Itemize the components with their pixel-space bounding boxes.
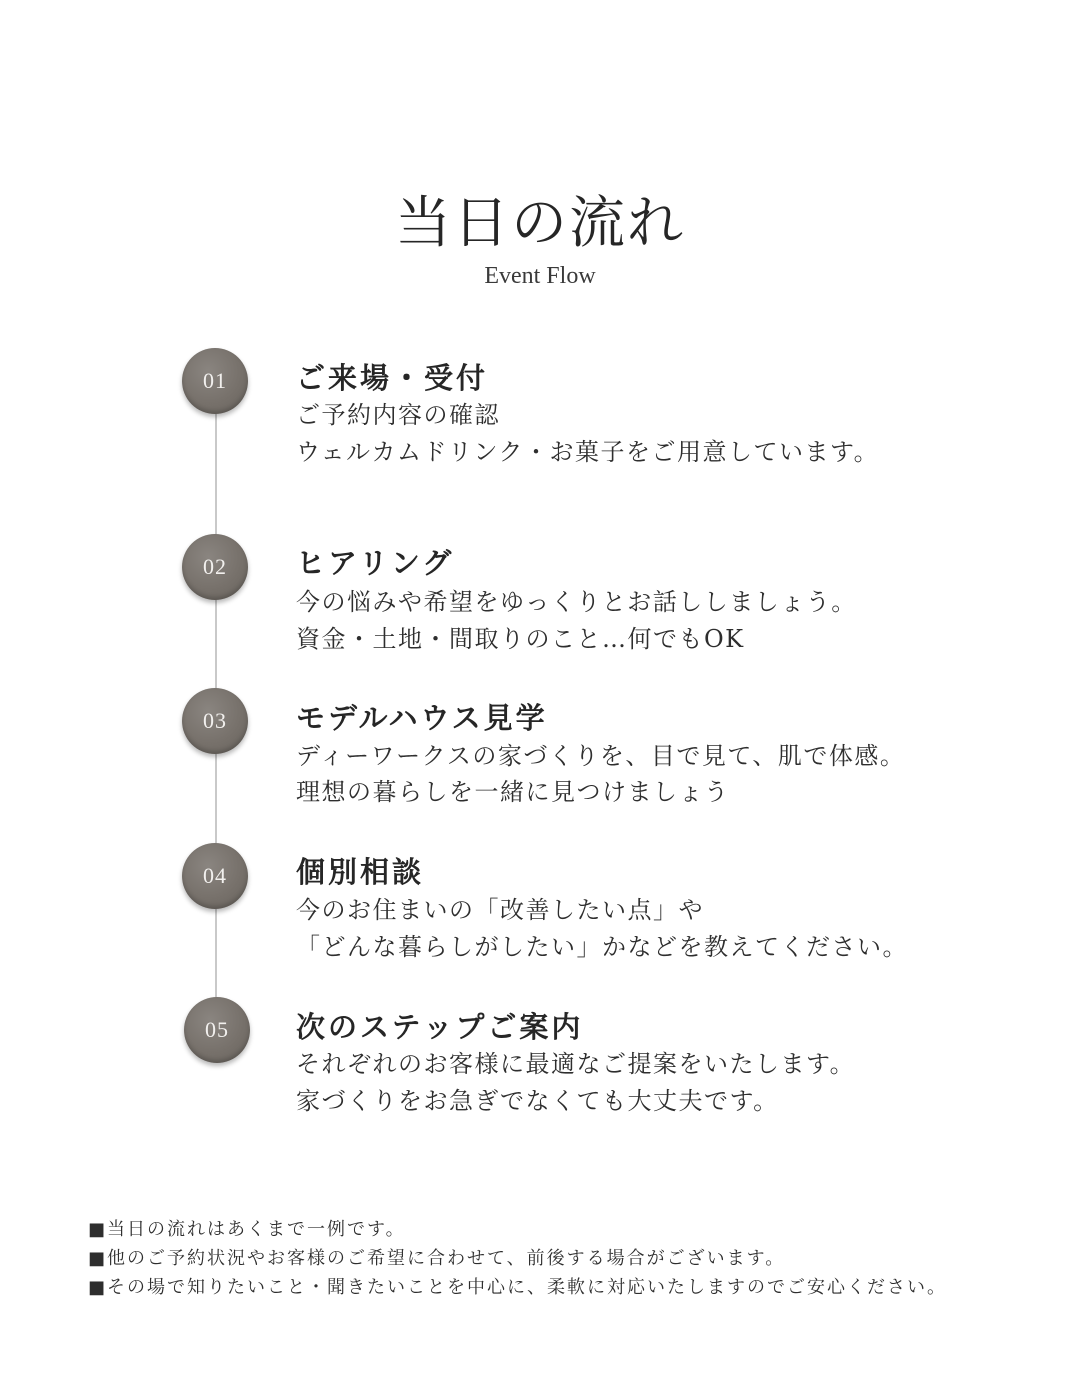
step-title: 次のステップご案内 <box>296 1010 584 1044</box>
step-title: ヒアリング <box>296 546 455 580</box>
step-title: ご来場・受付 <box>296 361 489 395</box>
step-description-line: ウェルカムドリンク・お菓子をご用意しています。 <box>296 438 880 466</box>
step-title: 個別相談 <box>296 855 425 889</box>
step-description-line: ディーワークスの家づくりを、目で見て、肌で体感。 <box>296 742 906 770</box>
step-description-line: 今の悩みや希望をゆっくりとお話ししましょう。 <box>296 588 857 616</box>
step-number-badge: 03 <box>182 688 248 754</box>
page-title: 当日の流れ <box>395 191 685 256</box>
step-number-badge: 04 <box>182 843 248 909</box>
note-line: ■他のご予約状況やお客様のご希望に合わせて、前後する場合がございます。 <box>88 1248 786 1269</box>
step-number-badge: 02 <box>182 534 248 600</box>
note-line: ■当日の流れはあくまで一例です。 <box>88 1219 406 1240</box>
step-description-line: 家づくりをお急ぎでなくても大丈夫です。 <box>296 1087 779 1115</box>
note-line: ■その場で知りたいこと・聞きたいことを中心に、柔軟に対応いたしますのでご安心ください。 <box>88 1277 948 1298</box>
step-number-badge: 05 <box>184 997 250 1063</box>
step-description-line: 今のお住まいの「改善したい点」や <box>296 896 704 924</box>
step-description-line: 「どんな暮らしがしたい」かなどを教えてください。 <box>296 933 908 961</box>
step-title: モデルハウス見学 <box>296 701 548 735</box>
page-subtitle: Event Flow <box>484 263 596 289</box>
step-number-badge: 01 <box>182 348 248 414</box>
step-description-line: それぞれのお客様に最適なご提案をいたします。 <box>296 1050 856 1078</box>
step-description-line: 理想の暮らしを一緒に見つけましょう <box>296 778 730 806</box>
step-description-line: 資金・土地・間取りのこと…何でもOK <box>296 625 745 653</box>
step-description-line: ご予約内容の確認 <box>296 401 500 429</box>
